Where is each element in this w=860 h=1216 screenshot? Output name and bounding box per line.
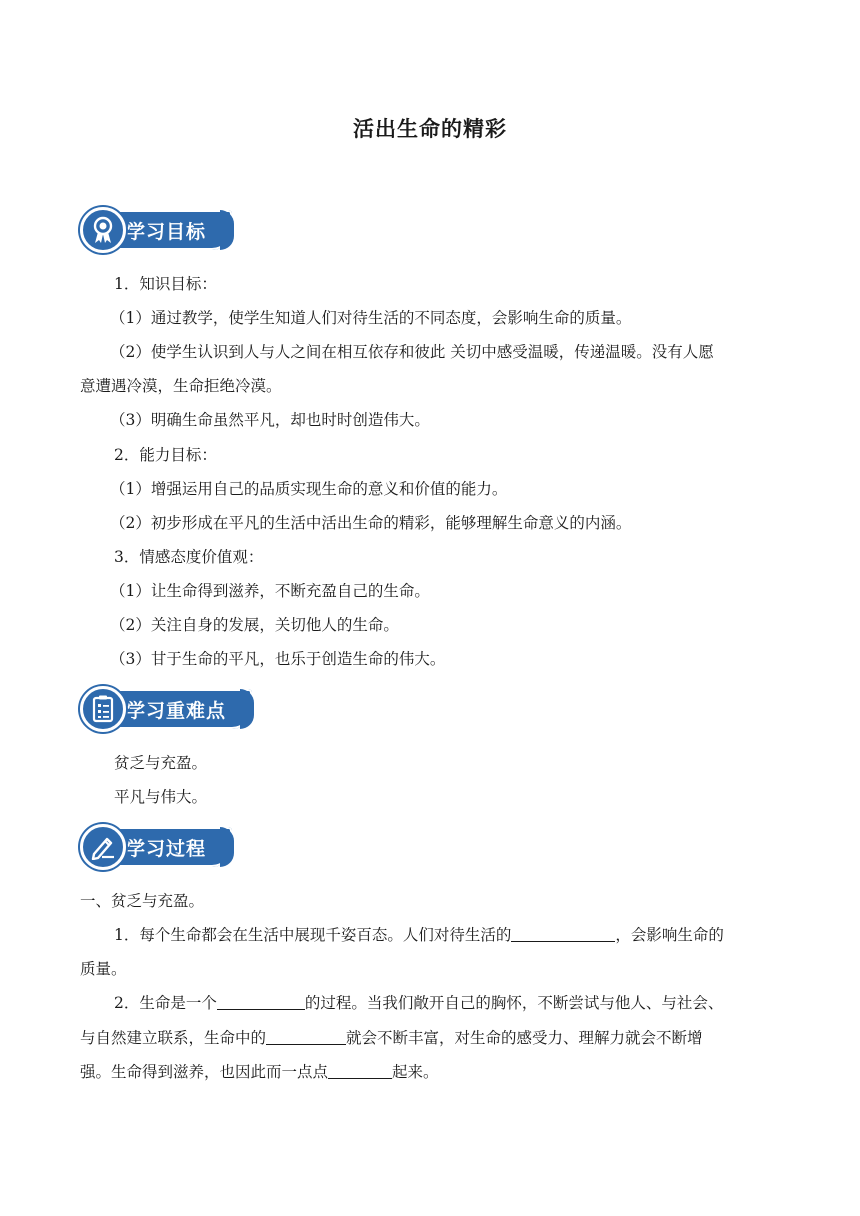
goals-ability-1: （1）增强运用自己的品质实现生命的意义和价值的能力。 bbox=[110, 480, 508, 498]
banner-process bbox=[80, 824, 232, 870]
q1-text-start: 1．每个生命都会在生活中展现千姿百态。人们对待生活的 bbox=[114, 926, 512, 944]
goals-heading-knowledge: 1．知识目标： bbox=[114, 275, 217, 293]
banner-key-points-pill bbox=[80, 689, 252, 729]
q2-text-start: 2．生命是一个 bbox=[114, 994, 217, 1012]
goals-emotion-1: （1）让生命得到滋养，不断充盈自己的生命。 bbox=[110, 582, 430, 600]
key-point-1: 贫乏与充盈。 bbox=[114, 754, 208, 772]
goals-knowledge-2b: 意遭遇冷漠，生命拒绝冷漠。 bbox=[80, 377, 282, 395]
process-section-title: 一、贫乏与充盈。 bbox=[80, 892, 205, 910]
page-title: 活出生命的精彩 bbox=[353, 117, 507, 141]
goals-ability-2: （2）初步形成在平凡的生活中活出生命的精彩，能够理解生命意义的内涵。 bbox=[110, 514, 632, 532]
banner-process-label: 学习过程 bbox=[126, 837, 207, 860]
banner-process-pill bbox=[80, 827, 232, 867]
q2-blank-2[interactable] bbox=[266, 1028, 346, 1045]
banner-key-points bbox=[80, 686, 252, 732]
q2c-text-end: 起来。 bbox=[392, 1063, 439, 1081]
goals-heading-emotion: 3．情感态度价值观： bbox=[114, 548, 264, 566]
q2-blank-1[interactable] bbox=[217, 993, 305, 1010]
checklist-icon bbox=[80, 686, 126, 732]
goals-heading-ability: 2．能力目标： bbox=[114, 446, 217, 464]
process-question-2 bbox=[80, 993, 814, 1013]
key-point-2: 平凡与伟大。 bbox=[114, 788, 208, 806]
goals-knowledge-1: （1）通过教学，使学生知道人们对待生活的不同态度，会影响生命的质量。 bbox=[110, 309, 632, 327]
goals-knowledge-3: （3）明确生命虽然平凡，却也时时创造伟大。 bbox=[110, 411, 430, 429]
q2b-text-end: 就会不断丰富，对生命的感受力、理解力就会不断增 bbox=[346, 1029, 703, 1047]
goals-knowledge-2a: （2）使学生认识到人与人之间在相互依存和彼此 关切中感受温暖，传递温暖。没有人愿 bbox=[110, 343, 714, 361]
q2c-text-start: 强。生命得到滋养，也因此而一点点 bbox=[80, 1063, 329, 1081]
process-question-2-line2 bbox=[80, 1028, 780, 1048]
q1-blank[interactable] bbox=[511, 925, 615, 942]
banner-goals-label: 学习目标 bbox=[126, 220, 207, 243]
banner-goals bbox=[80, 207, 232, 253]
process-question-2-line3 bbox=[80, 1062, 780, 1082]
goals-emotion-2: （2）关注自身的发展，关切他人的生命。 bbox=[110, 616, 399, 634]
process-question-1-cont: 质量。 bbox=[80, 960, 127, 978]
q2-blank-3[interactable] bbox=[328, 1062, 392, 1079]
process-question-1 bbox=[80, 925, 814, 945]
goals-emotion-3: （3）甘于生命的平凡，也乐于创造生命的伟大。 bbox=[110, 650, 446, 668]
medal-icon bbox=[80, 207, 126, 253]
pencil-icon bbox=[80, 824, 126, 870]
banner-key-points-label: 学习重难点 bbox=[126, 699, 227, 722]
q2b-text-start: 与自然建立联系，生命中的 bbox=[80, 1029, 267, 1047]
banner-goals-pill bbox=[80, 210, 232, 250]
q2-text-end: 的过程。当我们敞开自己的胸怀，不断尝试与他人、与社会、 bbox=[304, 994, 724, 1012]
q1-text-end: ，会影响生命的 bbox=[615, 926, 724, 944]
